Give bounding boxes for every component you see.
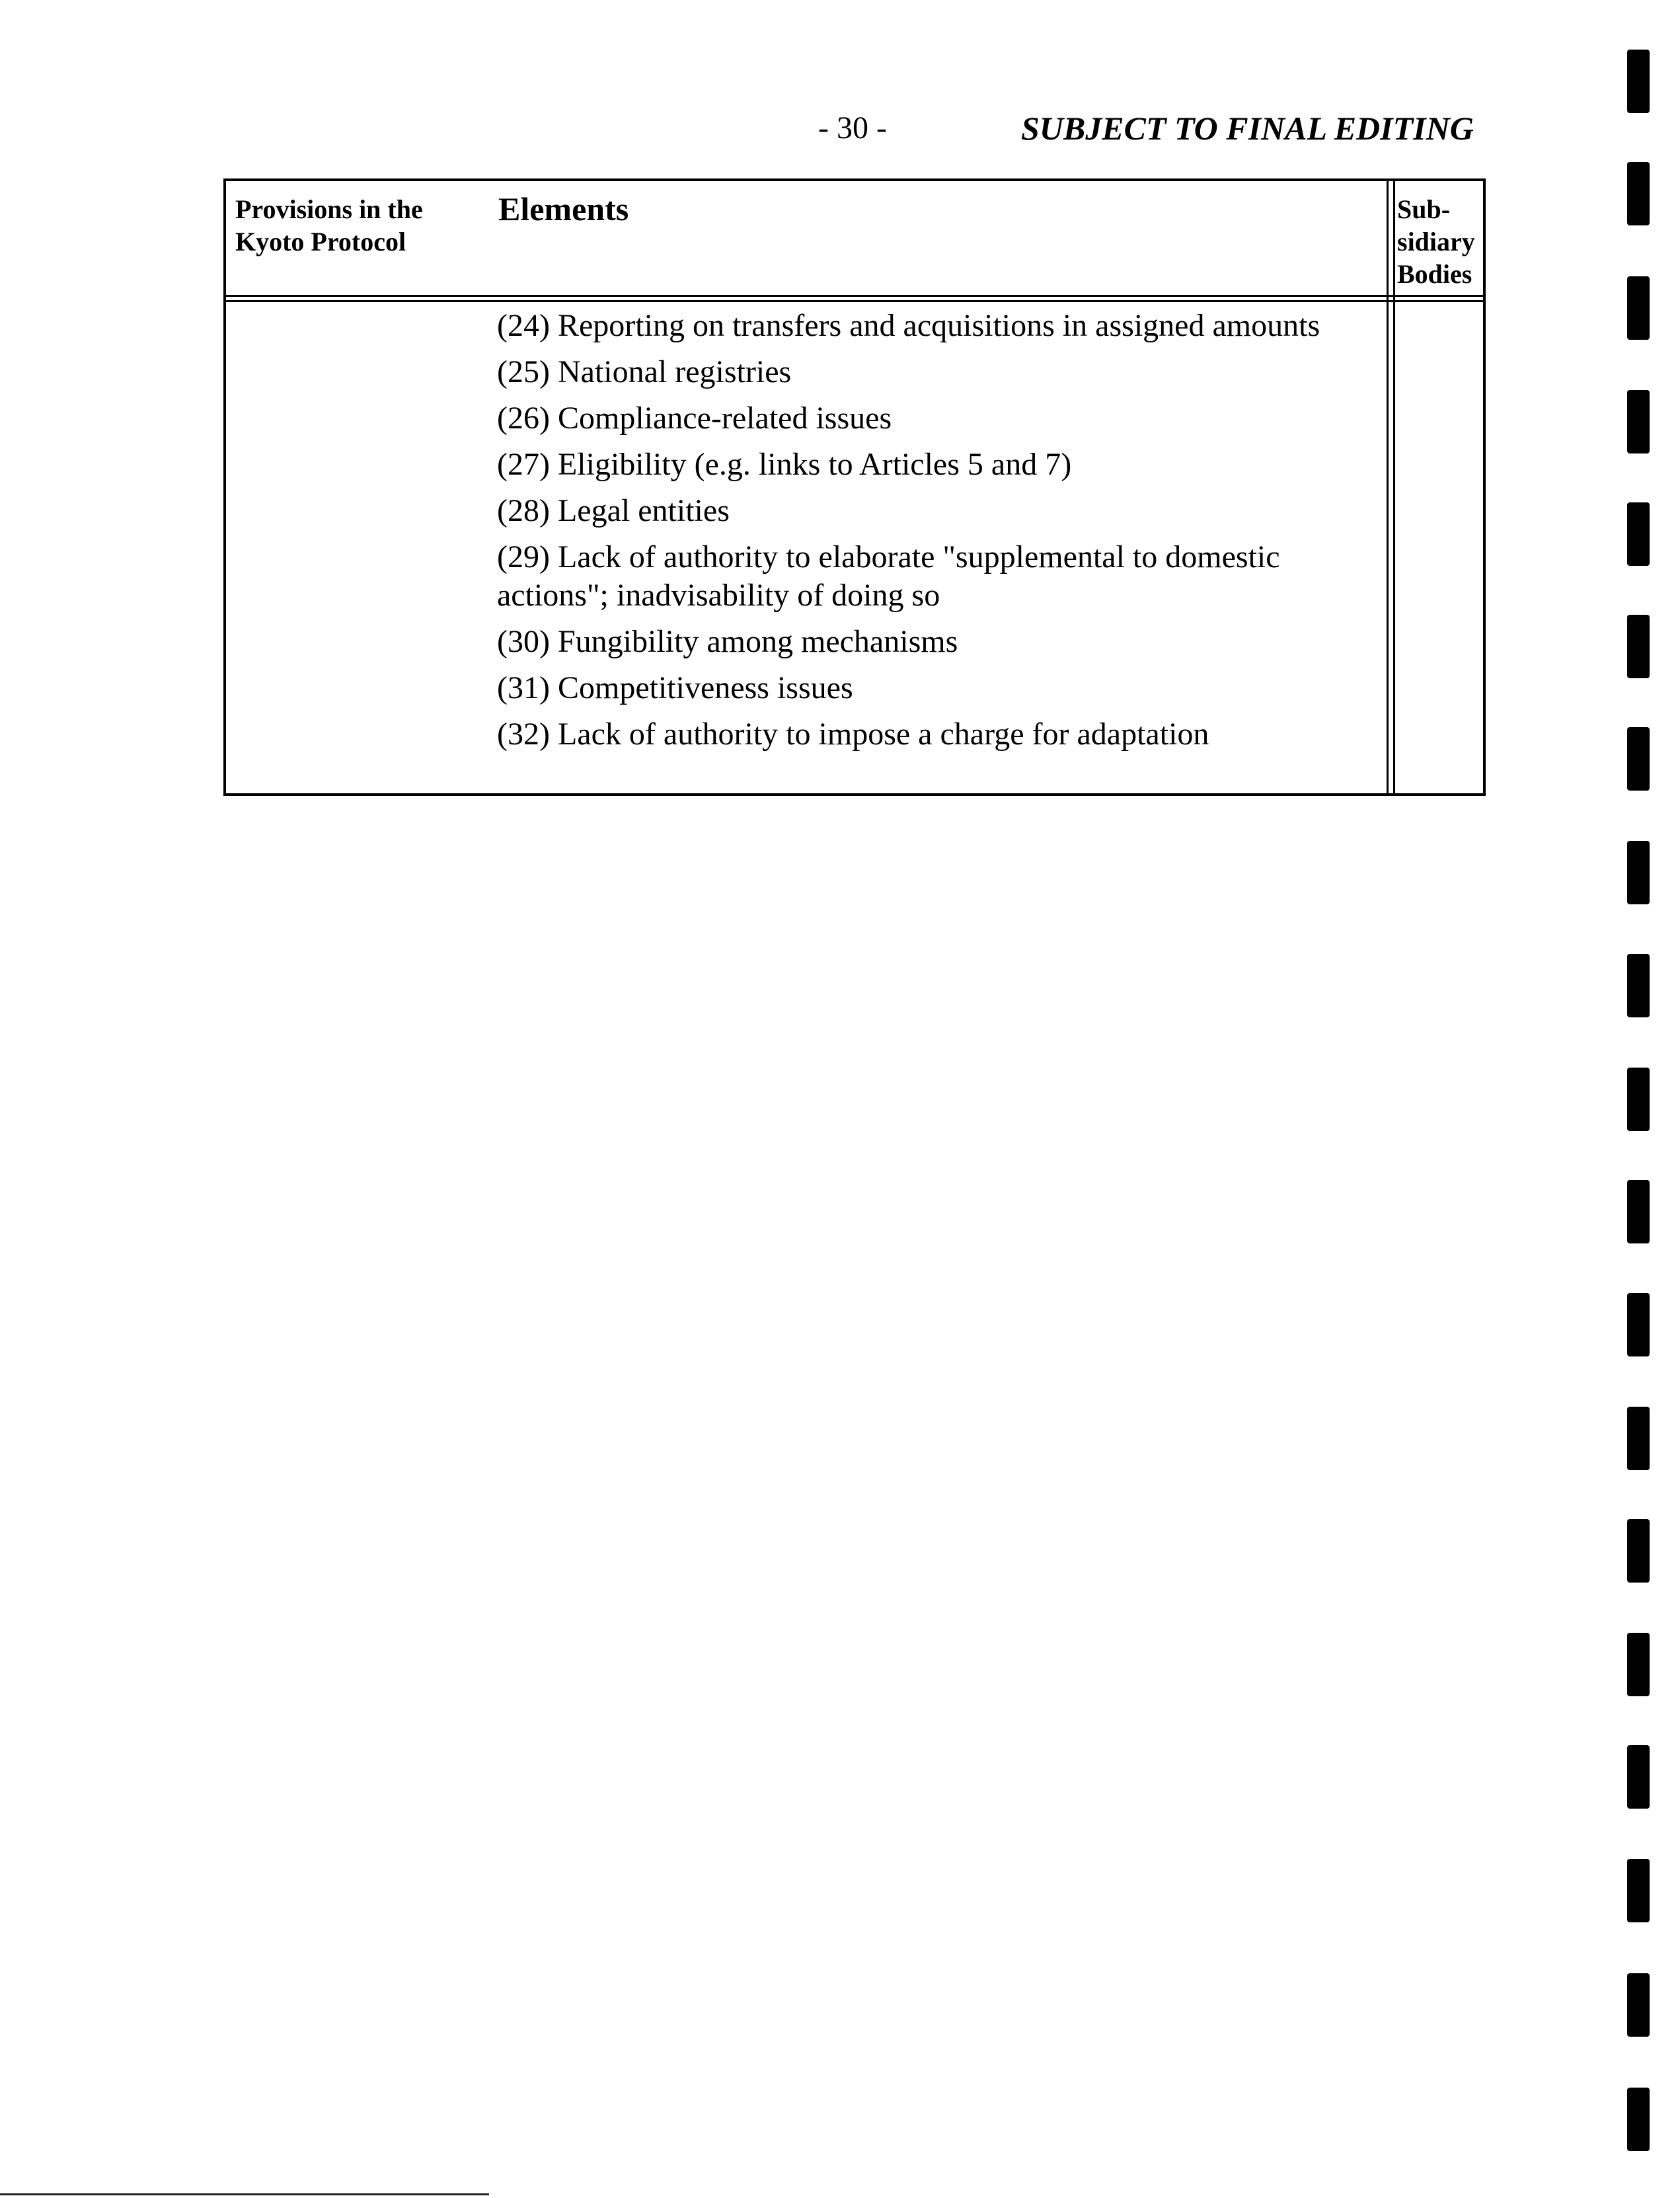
- binder-mark: [1627, 1407, 1650, 1470]
- page-number: - 30 -: [818, 110, 887, 145]
- scan-edge-line: [0, 2193, 489, 2195]
- binder-mark: [1627, 841, 1650, 904]
- binder-mark: [1627, 1633, 1650, 1696]
- list-item: (27) Eligibility (e.g. links to Articles 5 and 7): [497, 447, 1072, 482]
- binder-mark: [1627, 2088, 1650, 2151]
- column-header-elements: Elements: [498, 190, 629, 227]
- binder-mark: [1627, 1745, 1650, 1809]
- column-header-provisions: Provisions in the Kyoto Protocol: [235, 194, 423, 256]
- header-divider: [226, 295, 1483, 297]
- elements-table: [223, 178, 1486, 796]
- list-item: (25) National registries: [497, 354, 792, 389]
- binder-mark: [1627, 727, 1650, 791]
- list-item: (29) Lack of authority to elaborate "supplemental to domestic actions"; inadvisability of doing so: [497, 539, 1280, 613]
- binder-mark: [1627, 50, 1650, 113]
- binder-mark: [1627, 162, 1650, 225]
- binder-mark: [1627, 1293, 1650, 1356]
- binder-mark: [1627, 502, 1650, 566]
- list-item: (24) Reporting on transfers and acquisitions in assigned amounts: [497, 308, 1320, 343]
- elements-list: [497, 307, 1376, 762]
- column-divider: [1387, 181, 1389, 793]
- column-divider: [1393, 181, 1395, 793]
- list-item: (26) Compliance-related issues: [497, 401, 892, 436]
- binder-mark: [1627, 1180, 1650, 1243]
- header-divider: [226, 300, 1483, 302]
- binder-mark: [1627, 1859, 1650, 1922]
- binder-edge-marks: [1627, 0, 1654, 2198]
- binder-mark: [1627, 615, 1650, 678]
- binder-mark: [1627, 954, 1650, 1017]
- list-item: (32) Lack of authority to impose a charge for adaptation: [497, 717, 1209, 752]
- binder-mark: [1627, 390, 1650, 453]
- list-item: (28) Legal entities: [497, 493, 730, 528]
- editing-status-note: SUBJECT TO FINAL EDITING: [1021, 110, 1474, 147]
- list-item: (31) Competitiveness issues: [497, 670, 853, 705]
- column-header-subsidiary-bodies: Sub- sidiary Bodies: [1397, 194, 1475, 289]
- binder-mark: [1627, 1068, 1650, 1131]
- binder-mark: [1627, 1973, 1650, 2037]
- binder-mark: [1627, 1519, 1650, 1583]
- binder-mark: [1627, 276, 1650, 340]
- list-item: (30) Fungibility among mechanisms: [497, 624, 958, 659]
